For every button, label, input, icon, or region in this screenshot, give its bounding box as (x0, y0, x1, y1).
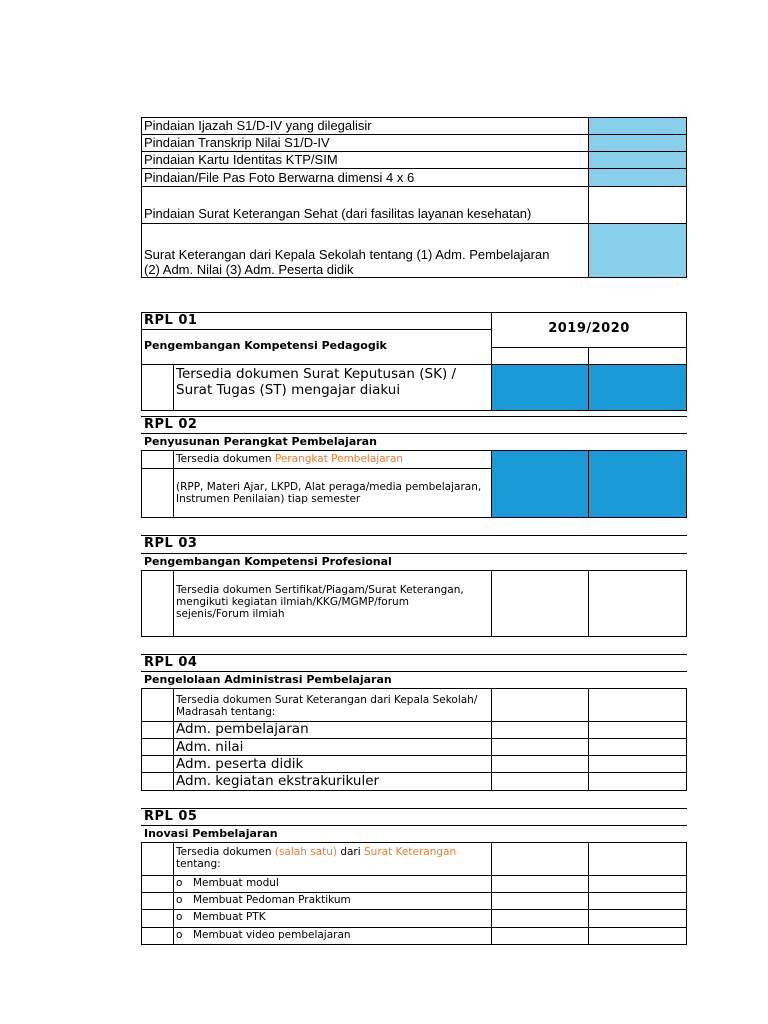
status-cell (589, 365, 686, 410)
rpl-title: Penyusunan Perangkat Pembelajaran (144, 435, 377, 448)
status-cell (588, 134, 687, 152)
rpl-item: Tersedia dokumen Sertifikat/Piagam/Surat Keterangan, (176, 584, 464, 596)
rpl-item: sejenis/Forum ilmiah (176, 608, 285, 620)
status-cell (589, 451, 686, 517)
list-item: Surat Keterangan dari Kepala Sekolah tentang (1) Adm. Pembelajaran (144, 247, 550, 262)
list-item: Membuat Pedoman Praktikum (193, 894, 351, 906)
rpl-item: Surat Tugas (ST) mengajar diakui (176, 382, 401, 398)
status-cell (492, 451, 588, 517)
status-cell (492, 365, 588, 410)
list-item: Membuat modul (193, 877, 279, 889)
rpl-item: Tersedia dokumen Surat Keputusan (SK) / (176, 366, 457, 382)
rpl-item: mengikuti kegiatan ilmiah/KKG/MGMP/forum (176, 596, 409, 608)
rpl-code: RPL 03 (144, 536, 198, 551)
bullet-icon: o (176, 877, 183, 889)
list-item: Adm. kegiatan ekstrakurikuler (176, 773, 380, 789)
rpl-item-detail: Instrumen Penilaian) tiap semester (176, 493, 361, 505)
list-item: Pindaian Ijazah S1/D-IV yang dilegalisir (144, 118, 372, 133)
status-cell (588, 223, 687, 278)
year-header: 2019/2020 (548, 321, 630, 336)
list-item: Adm. nilai (176, 739, 244, 755)
rpl-code: RPL 01 (144, 313, 198, 328)
list-item: Pindaian Kartu Identitas KTP/SIM (144, 152, 338, 167)
list-item: Membuat PTK (193, 911, 266, 923)
bullet-icon: o (176, 929, 183, 941)
list-item: (2) Adm. Nilai (3) Adm. Peserta didik (144, 262, 354, 277)
rpl-code: RPL 02 (144, 417, 198, 432)
status-cell (588, 117, 687, 135)
bullet-icon: o (176, 894, 183, 906)
list-item: Pindaian Surat Keterangan Sehat (dari fasilitas layanan kesehatan) (144, 206, 532, 221)
rpl-item: Madrasah tentang: (176, 706, 276, 718)
list-item: Adm. peserta didik (176, 756, 304, 772)
list-item: Membuat video pembelajaran (193, 929, 351, 941)
rpl-title: Inovasi Pembelajaran (144, 827, 278, 840)
list-item: Pindaian/File Pas Foto Berwarna dimensi 4 x 6 (144, 170, 415, 185)
list-item: Pindaian Transkrip Nilai S1/D-IV (144, 135, 330, 150)
rpl-code: RPL 05 (144, 809, 198, 824)
status-cell (588, 168, 687, 187)
rpl-item: Tersedia dokumen Perangkat Pembelajaran (176, 453, 404, 465)
rpl-item-detail: (RPP, Materi Ajar, LKPD, Alat peraga/media pembelajaran, (176, 481, 482, 493)
rpl-title: Pengembangan Kompetensi Profesional (144, 555, 392, 568)
status-cell (588, 151, 687, 169)
rpl-code: RPL 04 (144, 655, 198, 670)
rpl-item: Tersedia dokumen Surat Keterangan dari Kepala Sekolah/ (176, 694, 478, 706)
rpl-title: Pengelolaan Administrasi Pembelajaran (144, 673, 392, 686)
bullet-icon: o (176, 911, 183, 923)
status-cell (588, 186, 687, 224)
rpl-title: Pengembangan Kompetensi Pedagogik (144, 339, 387, 352)
rpl-item: Tersedia dokumen (salah satu) dari Surat Keterangan (176, 846, 457, 858)
list-item: Adm. pembelajaran (176, 721, 309, 737)
rpl-item: tentang: (176, 858, 221, 870)
